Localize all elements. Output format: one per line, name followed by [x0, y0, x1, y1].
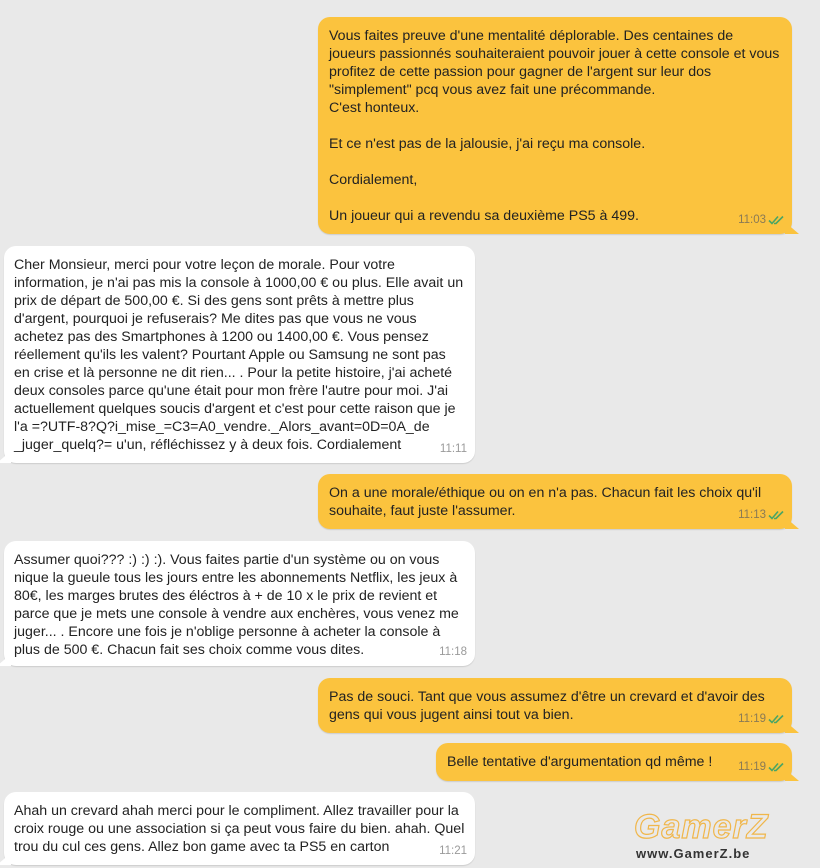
- bubble-tail: [0, 654, 11, 666]
- message-meta: [738, 758, 784, 776]
- message-text: Belle tentative d'argumentation qd même !: [447, 754, 713, 770]
- message-bubble-outgoing[interactable]: [318, 474, 792, 529]
- message-meta: [738, 710, 784, 728]
- double-check-icon: [768, 215, 784, 225]
- message-bubble-incoming[interactable]: [4, 541, 475, 666]
- message-bubble-incoming[interactable]: [4, 792, 475, 865]
- message-meta: [738, 506, 784, 524]
- message-bubble-incoming[interactable]: [4, 246, 475, 463]
- message-text: Cher Monsieur, merci pour votre leçon de morale. Pour votre information, je n'ai pas mis la console à 1000,00 € ou plus. Elle avait un prix de départ de 500,00 €. Si des gens sont prêts à mettre plus d'argent, pourquoi je refuserais? Me dites pas que vous ne vous achetez pas des Smartphones à 1200 ou 1400,00 €. Vous pensez réellement qu'ils les valent? Pourtant Apple ou Samsung ne sont pas en crise et là personne ne dit rien... . Pour la petite histoire, j'ai acheté deux consoles parce qu'une était pour mon frère l'autre pour moi. J'ai actuellement quelques soucis d'argent et c'est pour cette raison que je l'a =?UTF-8?Q?i_mise_=C3=A0_vendre._Alors_avant=0D=0A_de _juger_quelq?= u'un, réfléchissez y à deux fois. Cordialement: [14, 257, 468, 453]
- message-text: Pas de souci. Tant que vous assumez d'être un crevard et d'avoir des gens qui vous jugent ainsi tout va bien.: [329, 689, 769, 723]
- watermark-logo: GamerZ: [634, 808, 769, 846]
- message-time: 11:11: [439, 443, 467, 455]
- bubble-tail: [0, 451, 11, 463]
- double-check-icon: [768, 510, 784, 520]
- message-bubble-outgoing[interactable]: [318, 17, 792, 234]
- message-time: 11:03: [738, 214, 766, 226]
- message-meta: [738, 211, 784, 229]
- message-text: Ahah un crevard ahah merci pour le compliment. Allez travailler pour la croix rouge ou une association si ça peut vous faire du bien. ahah. Quel trou du cul ces gens. Allez bon game avec ta PS5 en carton: [14, 803, 469, 855]
- previous-message-fragment: [330, 0, 358, 4]
- message-text: Assumer quoi??? :) :) :). Vous faites partie d'un système ou on vous nique la gueule tous les jours entre les abonnements Netflix, les jeux à 80€, les marges brutes des éléctros à + de 10 x le prix de revient et parce que je mets une console à vendre aux enchères, vous venez me juger... . Encore une fois je n'oblige personne à acheter la console à plus de 500 €. Chacun fait ses choix comme vous dites.: [14, 552, 463, 658]
- bubble-tail: [0, 853, 11, 865]
- bubble-tail: [785, 769, 799, 781]
- message-bubble-outgoing[interactable]: [436, 743, 792, 781]
- message-meta: [439, 643, 467, 661]
- message-text: Vous faites preuve d'une mentalité déplorable. Des centaines de joueurs passionnés souhaiteraient pouvoir jouer à cette console et vous profitez de cette passion pour gagner de l'argent sur leur dos "simplement" pcq vous avez fait une précommande. C'est honteux. Et ce n'est pas de la jalousie, j'ai reçu ma console. Cordialement, Un joueur qui a revendu sa deuxième PS5 à 499.: [329, 28, 780, 224]
- bubble-tail: [785, 721, 799, 733]
- double-check-icon: [768, 714, 784, 724]
- message-meta: [439, 842, 467, 860]
- message-time: 11:19: [738, 713, 766, 725]
- message-text: On a une morale/éthique ou on en n'a pas. Chacun fait les choix qu'il souhaite, faut juste l'assumer.: [329, 485, 766, 519]
- message-time: 11:19: [738, 761, 766, 773]
- message-meta: [440, 440, 467, 458]
- double-check-icon: [768, 762, 784, 772]
- watermark-url: www.GamerZ.be: [636, 846, 751, 861]
- watermark: [630, 808, 810, 864]
- message-bubble-outgoing[interactable]: [318, 678, 792, 733]
- bubble-tail: [785, 517, 799, 529]
- bubble-tail: [785, 222, 799, 234]
- message-time: 11:21: [439, 845, 467, 857]
- message-time: 11:13: [738, 509, 766, 521]
- message-time: 11:18: [439, 646, 467, 658]
